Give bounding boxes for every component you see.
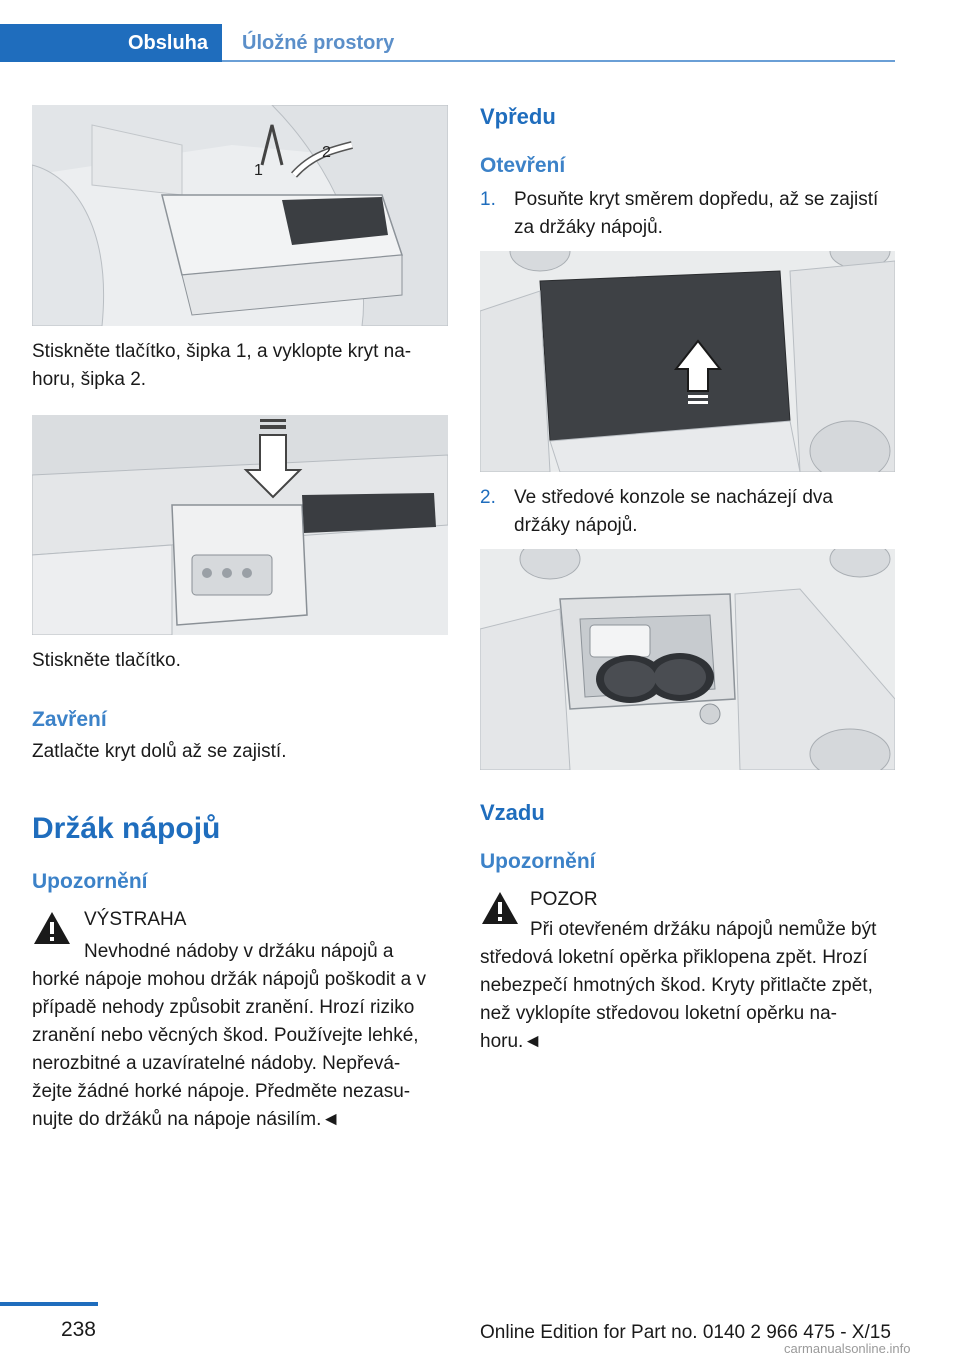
armrest-button-illustration [32, 415, 448, 635]
edition-text: Online Edition for Part no. 0140 2 966 475 - X/15 [480, 1322, 891, 1343]
front-heading: Vpředu [480, 104, 556, 129]
step-1 [480, 186, 900, 242]
caution-line-2: středová loketní opěrka přiklopena zpět. Hrozí [480, 947, 868, 968]
open-heading: Otevření [480, 154, 566, 177]
steps-list-1 [480, 186, 900, 242]
caption1-line2: horu, šipka 2. [32, 369, 147, 390]
warning-line-5: nerozbitné a uzavíratelné nádoby. Nepřevá‐ [32, 1053, 401, 1074]
caution-triangle-icon [480, 890, 520, 926]
warning-line-2: horké nápoje mohou držák nápojů poškodit a v [32, 969, 426, 990]
armrest-open-illustration [32, 105, 448, 326]
footer-rule [0, 1302, 98, 1306]
step-1-line-1: Posuňte kryt směrem dopředu, až se zajistí [514, 189, 879, 210]
caution-line-1: Při otevřeném držáku nápojů nemůže být [530, 919, 877, 940]
caption-armrest-open [32, 338, 452, 394]
warning-line-7: nujte do držáků na nápoje násilím.◄ [32, 1109, 341, 1130]
page-header [0, 24, 895, 62]
figure-cup-holders [480, 549, 895, 770]
section-title: Držák nápojů [32, 812, 221, 845]
caption1-line1: Stiskněte tlačítko, šipka 1, a vyklopte kryt na‐ [32, 341, 412, 362]
tab-obsluha[interactable]: Obsluha [0, 24, 222, 62]
cover-slide-illustration [480, 251, 895, 472]
steps-list-2 [480, 484, 900, 540]
notice-heading-right: Upozornění [480, 850, 596, 873]
step-1-number: 1. [480, 189, 496, 210]
fig1-label-1: 1 [254, 162, 263, 179]
warning-line-4: zranění nebo věcných škod. Používejte lehké, [32, 1025, 419, 1046]
figure-armrest-open [32, 105, 448, 326]
warning-line-3: případě nehody způsobit zranění. Hrozí riziko [32, 997, 415, 1018]
step-2-line-1: Ve středové konzole se nacházejí dva [514, 487, 833, 508]
caution-line-5: horu.◄ [480, 1031, 543, 1052]
cup-holders-illustration [480, 549, 895, 770]
caution-body [480, 944, 900, 1056]
caution-line-3: nebezpečí hmotných škod. Kryty přitlačte zpět, [480, 975, 873, 996]
header-rule [222, 60, 895, 62]
page-number: 238 [60, 1318, 96, 1341]
step-2-line-2: držáky nápojů. [514, 515, 638, 536]
notice-heading-left: Upozornění [32, 870, 148, 893]
fig1-label-2: 2 [322, 144, 331, 161]
watermark: carmanualsonline.info [784, 1341, 911, 1356]
step-2-number: 2. [480, 487, 496, 508]
warning-line-1: Nevhodné nádoby v držáku nápojů a [84, 941, 394, 962]
tab-ulozne-prostory[interactable]: Úložné prostory [242, 32, 395, 54]
warning-line-6: žejte žádné horké nápoje. Předměte nezasu‐ [32, 1081, 411, 1102]
warning-label: VÝSTRAHA [84, 909, 187, 930]
close-text: Zatlačte kryt dolů až se zajistí. [32, 741, 287, 762]
rear-heading: Vzadu [480, 800, 545, 825]
caution-label: POZOR [530, 889, 598, 910]
step-2 [480, 484, 900, 540]
figure-cover-slide [480, 251, 895, 472]
caption-press-button: Stiskněte tlačítko. [32, 650, 181, 671]
figure-armrest-button [32, 415, 448, 635]
step-1-line-2: za držáky nápojů. [514, 217, 663, 238]
close-heading: Zavření [32, 708, 107, 731]
warning-triangle-icon [32, 910, 72, 946]
caution-line-4: než vyklopíte středovou loketní opěrku na‐ [480, 1003, 837, 1024]
warning-body [32, 966, 462, 1134]
